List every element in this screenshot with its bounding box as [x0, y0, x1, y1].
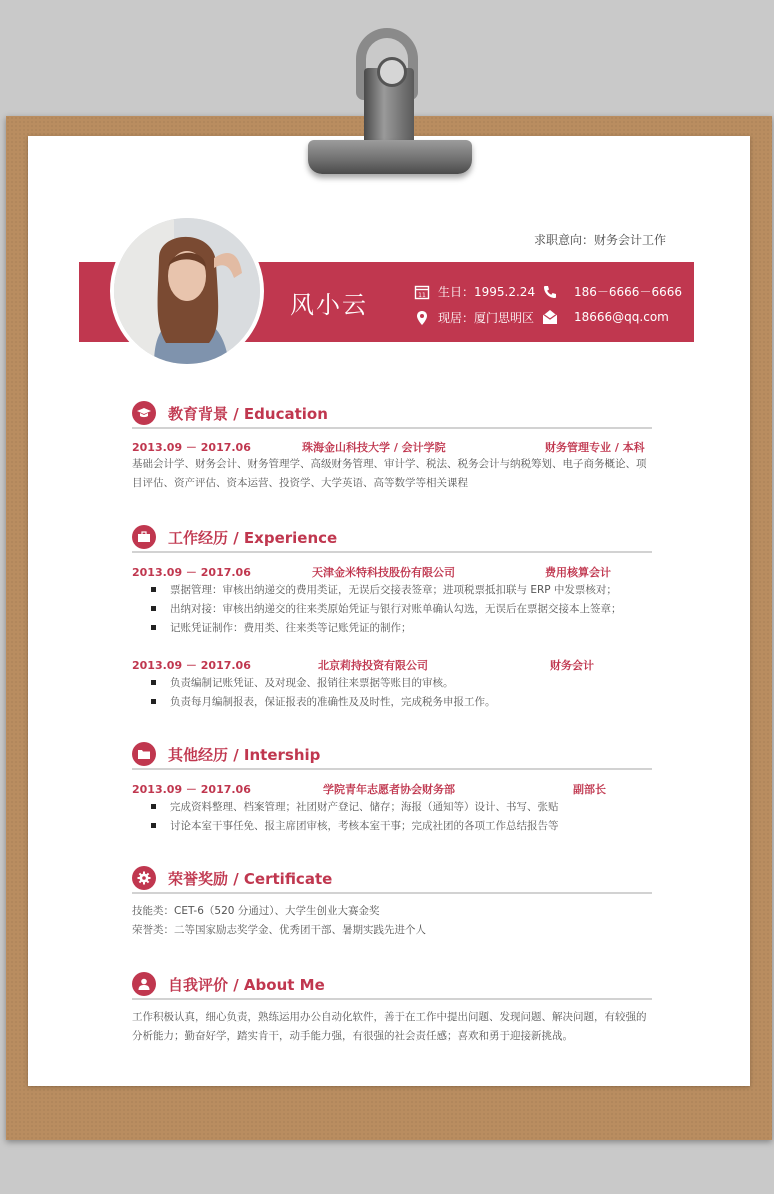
svg-text:11: 11	[418, 291, 426, 299]
list-item: 记账凭证制作：费用类、往来类等记账凭证的制作；	[152, 620, 412, 635]
job-date: 2013.09 － 2017.06	[132, 566, 251, 579]
email-text: 18666@qq.com	[574, 310, 669, 324]
list-item: 负责每月编制报表，保证报表的准确性及及时性，完成税务申报工作。	[152, 694, 496, 709]
education-date: 2013.09 － 2017.06	[132, 441, 251, 454]
section-divider	[132, 427, 652, 429]
section-divider	[132, 998, 652, 1000]
intership-date: 2013.09 － 2017.06	[132, 783, 251, 796]
graduation-cap-icon	[132, 401, 156, 425]
intership-org: 学院青年志愿者协会财务部	[323, 783, 455, 796]
section-label: 荣誉奖励 / Certificate	[168, 869, 333, 888]
job-company: 天津金米特科技股份有限公司	[312, 566, 455, 579]
phone-icon	[542, 284, 558, 300]
briefcase-icon	[132, 525, 156, 549]
location-text: 现居：厦门思明区	[438, 311, 535, 325]
section-divider	[132, 551, 652, 553]
section-certificate-title	[132, 866, 332, 890]
intership-role: 副部长	[573, 783, 606, 796]
section-label: 工作经历 / Experience	[168, 528, 338, 547]
binder-clip-icon	[308, 140, 472, 174]
job-date: 2013.09 － 2017.06	[132, 659, 251, 672]
gear-icon	[132, 866, 156, 890]
section-about-title	[132, 972, 325, 996]
location-item	[414, 309, 534, 326]
section-label: 自我评价 / About Me	[168, 975, 325, 994]
avatar	[110, 214, 264, 368]
section-label: 教育背景 / Education	[168, 404, 328, 423]
job-position: 财务会计	[550, 659, 594, 672]
honors-line: 荣誉类：二等国家励志奖学金、优秀团干部、暑期实践先进个人	[132, 924, 426, 936]
clip-hole	[377, 57, 407, 87]
section-divider	[132, 768, 652, 770]
skills-line: 技能类：CET-6（520 分通过）、大学生创业大赛金奖	[132, 905, 380, 917]
section-label: 其他经历 / Intership	[168, 745, 321, 764]
phone-text: 186－6666－6666	[574, 285, 682, 299]
section-education-title	[132, 401, 328, 425]
location-pin-icon	[414, 310, 430, 326]
phone-item	[542, 283, 682, 300]
email-item	[542, 309, 669, 325]
user-icon	[132, 972, 156, 996]
list-item: 完成资料整理、档案管理；社团财产登记、储存；海报（通知等）设计、书写、张贴	[152, 799, 559, 814]
about-text: 工作积极认真，细心负责，熟练运用办公自动化软件，善于在工作中提出问题、发现问题、解决问题，有较强的分析能力；勤奋好学，踏实肯干，动手能力强，有很强的社会责任感；喜欢和勇于迎接新挑战。	[132, 1011, 647, 1042]
education-courses: 基础会计学、财务会计、财务管理学、高级财务管理、审计学、税法、税务会计与纳税筹划、电子商务概论、项目评估、资产评估、资本运营、投资学、大学英语、高等数学等相关课程	[132, 458, 647, 489]
job-company: 北京莉持投资有限公司	[318, 659, 428, 672]
education-major: 财务管理专业 / 本科	[545, 441, 645, 454]
list-item: 负责编制记账凭证、及对现金、报销往来票据等账目的审核。	[152, 675, 454, 690]
birthday-text: 生日：1995.2.24	[438, 285, 536, 299]
job-position: 费用核算会计	[545, 566, 611, 579]
section-experience-title	[132, 525, 337, 549]
list-item: 出纳对接：审核出纳递交的往来类原始凭证与银行对账单确认勾选，无误后在票据交接本上签章；	[152, 601, 622, 616]
calendar-icon	[414, 284, 430, 300]
portrait-photo	[114, 218, 260, 364]
list-item: 讨论本室干事任免、报主席团审核，考核本室干事；完成社团的各项工作总结报告等	[152, 818, 559, 833]
job-intention: 求职意向：财务会计工作	[534, 233, 667, 247]
section-divider	[132, 892, 652, 894]
birthday-item	[414, 283, 535, 300]
mail-icon	[542, 309, 558, 325]
folder-icon	[132, 742, 156, 766]
candidate-name: 风小云	[290, 291, 368, 319]
education-school: 珠海金山科技大学 / 会计学院	[302, 441, 446, 454]
list-item: 票据管理：审核出纳递交的费用类证，无误后交接表签章；进项税票抵扣联与 ERP 中发票核对；	[152, 582, 617, 597]
section-intership-title	[132, 742, 320, 766]
